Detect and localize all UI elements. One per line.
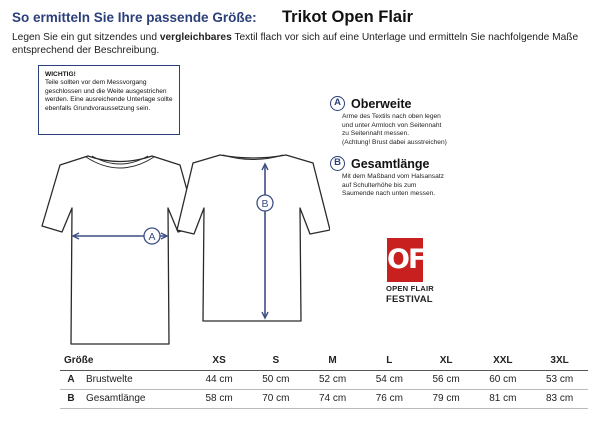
size-col-xl: XL: [439, 354, 453, 366]
table-cell: 70 cm: [262, 393, 290, 404]
legend-a-desc: [342, 113, 600, 147]
size-header-label: Größe: [64, 354, 94, 366]
tshirt-diagram: [30, 150, 330, 350]
table-cell: 83 cm: [545, 393, 574, 404]
subtitle-heading: So ermitteln Sie Ihre passende Größe:: [12, 10, 257, 25]
table-cell: 50 cm: [262, 374, 290, 385]
tshirt-back-icon: [177, 155, 330, 321]
legend-b-desc-line: Mit dem Maßband vom Halsansatz: [342, 173, 444, 180]
important-notice-box: [38, 65, 180, 135]
legend-a-desc-line: zu Seitennaht messen.: [342, 130, 410, 138]
size-col-s: S: [272, 354, 280, 366]
notice-text: Teile sollten vor dem Messvorgang geschlossen und die Weite ausgestrichen werden. Eine ausreichende Unterlage sollte ebenfalls Grundvoraussetzung sein.: [45, 79, 173, 112]
legend-a-desc-line: und unter Armloch von Seitennaht: [342, 121, 442, 129]
size-table-header-row: [60, 351, 588, 370]
table-cell: 79 cm: [432, 393, 460, 404]
row-id: B: [67, 393, 75, 404]
page-title: Trikot Open Flair: [282, 8, 414, 26]
marker-b-label: B: [261, 198, 269, 210]
legend-a-badge: A: [330, 96, 345, 111]
logo-mark: OF: [387, 244, 425, 275]
row-label: Brustwelte: [86, 374, 133, 385]
tshirt-front-icon: [42, 156, 197, 344]
intro-text: [12, 31, 600, 57]
table-cell: 53 cm: [545, 374, 574, 385]
legend-b-badge: B: [330, 156, 345, 171]
table-cell: 74 cm: [318, 393, 347, 404]
size-table: [60, 351, 588, 409]
table-cell: 60 cm: [489, 374, 517, 385]
legend-b-desc: [342, 173, 600, 199]
legend-b-desc-line: Saumende nach unten messen.: [342, 190, 436, 198]
legend-b-desc-line: auf Schulterhöhe bis zum: [342, 181, 417, 189]
legend-a-desc-line: Arme des Textils nach oben legen: [342, 113, 441, 120]
marker-a-label: A: [148, 231, 156, 243]
open-flair-logo: [382, 238, 448, 314]
row-label: Gesamtlänge: [86, 393, 146, 404]
intro-part-2: Textil flach vor sich auf eine Unterlage und ermitteln Sie nachfolgende Maße entsprechend der Beschreibung.: [12, 32, 579, 56]
legend-b-title: Gesamtlänge: [351, 156, 430, 171]
legend-oberweite: [330, 96, 600, 147]
table-row: [60, 389, 588, 408]
notice-title: WICHTIG!: [45, 71, 76, 78]
legend-a-title: Oberweite: [351, 96, 412, 111]
table-row: [60, 370, 588, 389]
size-col-3xl: 3XL: [550, 354, 569, 366]
legend-gesamtlaenge: [330, 156, 600, 199]
table-cell: 54 cm: [375, 374, 403, 385]
table-cell: 52 cm: [318, 374, 347, 385]
legend-a-desc-line: (Achtung! Brust dabei ausstreichen): [342, 138, 447, 146]
table-cell: 44 cm: [205, 374, 233, 385]
intro-bold: vergleichbares: [159, 32, 232, 43]
size-col-l: L: [386, 354, 393, 366]
row-id: A: [67, 374, 75, 385]
size-col-xs: XS: [212, 354, 226, 366]
logo-line-2: FESTIVAL: [386, 294, 433, 305]
size-col-xxl: XXL: [493, 354, 513, 366]
intro-part-1: Legen Sie ein gut sitzendes und: [12, 32, 160, 43]
table-cell: 81 cm: [489, 393, 517, 404]
size-col-m: M: [328, 354, 337, 366]
table-cell: 56 cm: [432, 374, 460, 385]
table-cell: 58 cm: [205, 393, 233, 404]
logo-line-1: OPEN FLAIR: [386, 284, 434, 293]
table-cell: 76 cm: [375, 393, 403, 404]
